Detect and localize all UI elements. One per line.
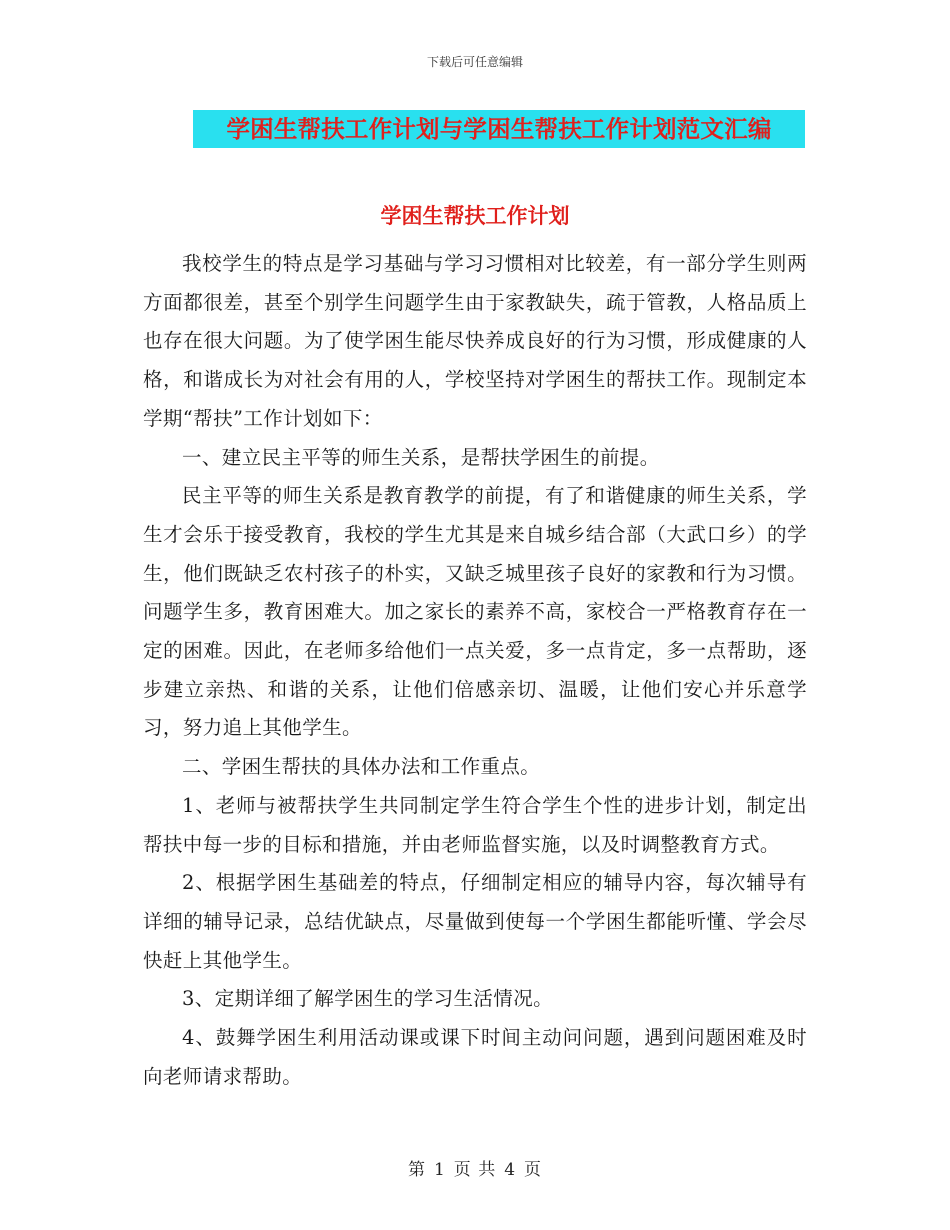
document-body <box>143 245 807 1096</box>
header-note: 下载后可任意编辑 <box>426 55 523 69</box>
list-item: 3、定期详细了解学困生的学习生活情况。 <box>182 987 554 1011</box>
page-number: 1 <box>433 1160 446 1180</box>
total-pages: 4 <box>504 1160 517 1180</box>
section-heading-2: 二、学困生帮扶的具体办法和工作重点。 <box>182 755 541 779</box>
document-title: 学困生帮扶工作计划与学困生帮扶工作计划范文汇编 <box>193 110 805 148</box>
list-item: 1、老师与被帮扶学生共同制定学生符合学生个性的进步计划，制定出帮扶中每一步的目标和措施，并由老师监督实施，以及时调整教育方式。 <box>143 793 807 856</box>
footer-suffix: 页 <box>524 1160 543 1180</box>
section-heading-1: 一、建立民主平等的师生关系，是帮扶学困生的前提。 <box>182 445 660 469</box>
page-footer <box>0 1155 950 1180</box>
list-item: 2、根据学困生基础差的特点，仔细制定相应的辅导内容，每次辅导有详细的辅导记录，总结优缺点，尽量做到使每一个学困生都能听懂、学会尽快赶上其他学生。 <box>143 871 807 972</box>
intro-paragraph: 我校学生的特点是学习基础与学习习惯相对比较差，有一部分学生则两方面都很差，甚至个别学生问题学生由于家教缺失，疏于管教，人格品质上也存在很大问题。为了使学困生能尽快养成良好的行为习惯，形成健康的人格，和谐成长为对社会有用的人，学校坚持对学困生的帮扶工作。现制定本学期“帮扶”工作计划如下： <box>143 252 807 430</box>
footer-prefix: 第 <box>407 1160 426 1180</box>
section-title: 学困生帮扶工作计划 <box>380 203 570 228</box>
list-item: 4、鼓舞学困生利用活动课或课下时间主动问问题，遇到问题困难及时向老师请求帮助。 <box>143 1026 807 1088</box>
footer-middle: 页 共 <box>453 1160 497 1180</box>
paragraph: 民主平等的师生关系是教育教学的前提，有了和谐健康的师生关系，学生才会乐于接受教育，我校的学生尤其是来自城乡结合部（大武口乡）的学生，他们既缺乏农村孩子的朴实，又缺乏城里孩子良好的家教和行为习惯。问题学生多，教育困难大。加之家长的素养不高，家校合一严格教育存在一定的困难。因此，在老师多给他们一点关爱，多一点肯定，多一点帮助，逐步建立亲热、和谐的关系，让他们倍感亲切、温暖，让他们安心并乐意学习，努力追上其他学生。 <box>143 484 807 740</box>
